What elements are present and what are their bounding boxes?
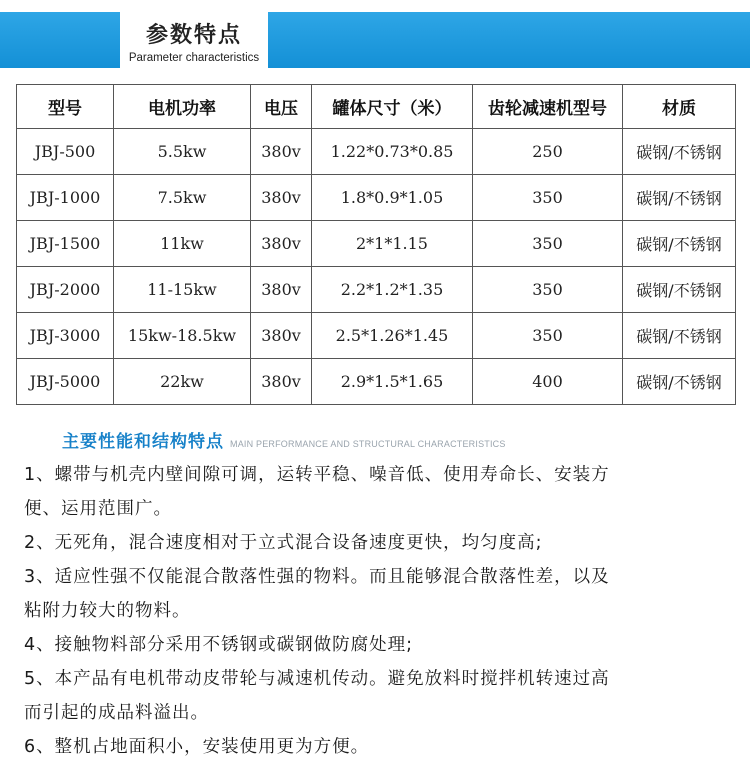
table-row [17,129,736,175]
cell-voltage: 380v [251,221,312,267]
feature-line: 便、运用范围广。 [24,499,172,519]
features-list [24,458,724,764]
cell-material: 碳钢/不锈钢 [623,129,736,175]
table-row [17,359,736,405]
header-model: 型号 [17,85,114,129]
header-material: 材质 [623,85,736,129]
cell-gear-reducer: 350 [473,267,623,313]
cell-motor-power: 7.5kw [114,175,251,221]
cell-motor-power: 22kw [114,359,251,405]
cell-voltage: 380v [251,267,312,313]
cell-voltage: 380v [251,129,312,175]
feature-line: 4、接触物料部分采用不锈钢或碳钢做防腐处理; [24,635,414,655]
cell-motor-power: 15kw-18.5kw [114,313,251,359]
cell-tank-size: 2.5*1.26*1.45 [312,313,473,359]
cell-material: 碳钢/不锈钢 [623,175,736,221]
cell-voltage: 380v [251,313,312,359]
feature-line: 而引起的成品料溢出。 [24,703,209,723]
cell-tank-size: 2*1*1.15 [312,221,473,267]
cell-voltage: 380v [251,175,312,221]
cell-model: JBJ-2000 [17,267,114,313]
cell-motor-power: 11-15kw [114,267,251,313]
feature-line: 3、适应性强不仅能混合散落性强的物料。而且能够混合散落性差，以及 [24,567,610,587]
cell-gear-reducer: 400 [473,359,623,405]
cell-gear-reducer: 350 [473,175,623,221]
cell-material: 碳钢/不锈钢 [623,359,736,405]
table-row [17,221,736,267]
banner-subtitle: Parameter characteristics [128,52,260,64]
cell-tank-size: 1.22*0.73*0.85 [312,129,473,175]
cell-model: JBJ-5000 [17,359,114,405]
cell-voltage: 380v [251,359,312,405]
banner-left-bar [0,12,120,68]
cell-motor-power: 11kw [114,221,251,267]
cell-material: 碳钢/不锈钢 [623,267,736,313]
features-heading [62,426,506,452]
banner-title: 参数特点 [145,23,242,48]
table-row [17,267,736,313]
table-row [17,175,736,221]
feature-line: 6、整机占地面积小，安装使用更为方便。 [24,737,370,757]
header-motor-power: 电机功率 [114,85,251,129]
cell-tank-size: 2.2*1.2*1.35 [312,267,473,313]
cell-motor-power: 5.5kw [114,129,251,175]
header-voltage: 电压 [251,85,312,129]
header-gear-reducer: 齿轮减速机型号 [473,85,623,129]
features-subtitle: MAIN PERFORMANCE AND STRUCTURAL CHARACTERISTICS [230,439,506,449]
cell-model: JBJ-1500 [17,221,114,267]
header-tank-size: 罐体尺寸（米） [312,85,473,129]
feature-line: 粘附力较大的物料。 [24,601,191,621]
banner-right-bar [268,12,750,68]
table-row [17,313,736,359]
cell-model: JBJ-3000 [17,313,114,359]
cell-material: 碳钢/不锈钢 [623,313,736,359]
parameter-banner [0,12,750,68]
cell-material: 碳钢/不锈钢 [623,221,736,267]
cell-model: JBJ-500 [17,129,114,175]
cell-tank-size: 1.8*0.9*1.05 [312,175,473,221]
feature-line: 2、无死角，混合速度相对于立式混合设备速度更快，均匀度高; [24,533,543,553]
cell-gear-reducer: 350 [473,313,623,359]
feature-line: 5、本产品有电机带动皮带轮与减速机传动。避免放料时搅拌机转速过高 [24,669,610,689]
cell-gear-reducer: 350 [473,221,623,267]
feature-line: 1、螺带与机壳内壁间隙可调，运转平稳、噪音低、使用寿命长、安装方 [24,465,610,485]
cell-tank-size: 2.9*1.5*1.65 [312,359,473,405]
cell-gear-reducer: 250 [473,129,623,175]
cell-model: JBJ-1000 [17,175,114,221]
table-header-row [17,85,736,129]
parameter-table [16,84,736,405]
features-title: 主要性能和结构特点 [62,432,224,452]
